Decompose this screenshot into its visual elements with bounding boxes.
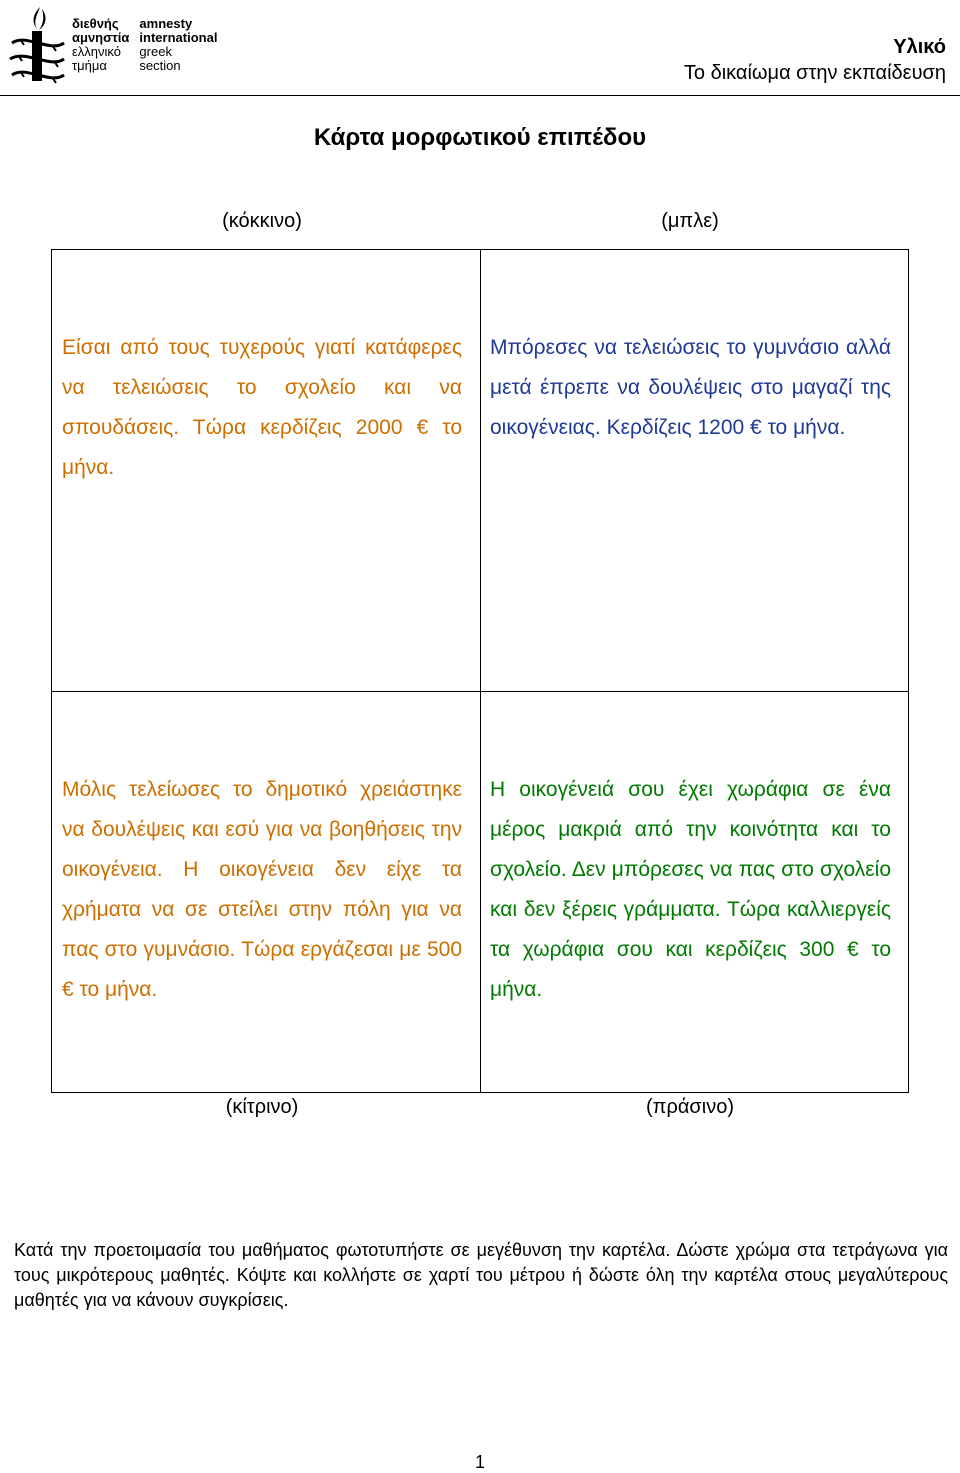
card-top-right-text: Μπόρεσες να τελειώσεις το γυμνάσιο αλλά μετά έπρεπε να δουλέψεις στο μαγαζί της οικογένειας. Κερδίζεις 1200 € το μήνα. xyxy=(490,336,891,439)
card-bottom-right-text: Η οικογένειά σου έχει χωράφια σε ένα μέρος μακριά από την κοινότητα και το σχολείο. Δεν μπόρεσες να πας στο σχολείο και δεν ξέρεις γράμματα. Τώρα καλλιεργείς τα χωράφια σου και κερδίζεις 300 € το μήνα. xyxy=(490,778,891,1001)
header-subtitle: Το δικαίωμα στην εκπαίδευση xyxy=(683,62,946,84)
amnesty-logo xyxy=(6,2,224,88)
logo-greek-text: διεθνής αμνηστία ελληνικό τμήμα xyxy=(72,16,130,73)
card-top-left xyxy=(52,250,481,692)
candle-barbed-wire-icon xyxy=(6,3,68,87)
page-number: 1 xyxy=(474,1452,485,1472)
page-title: Κάρτα μορφωτικού επιπέδου xyxy=(313,124,647,151)
header-label: Υλικό xyxy=(893,36,946,58)
color-label-red: (κόκκινο) xyxy=(222,210,302,232)
logo-english-text: amnesty international greek section xyxy=(139,16,218,73)
color-label-yellow: (κίτρινο) xyxy=(225,1096,299,1118)
card-bottom-left-text: Μόλις τελείωσες το δημοτικό χρειάστηκε να δουλέψεις και εσύ για να βοηθήσεις την οικογένεια. Η οικογένεια δεν είχε τα χρήματα να σε στείλει στην πόλη για να πας στο γυμνάσιο. Τώρα εργάζεσαι με 500 € το μήνα. xyxy=(62,778,462,1001)
card-bottom-left xyxy=(52,692,481,1092)
color-label-green: (πράσινο) xyxy=(646,1096,734,1118)
education-card-grid xyxy=(51,249,909,1093)
color-label-blue: (μπλε) xyxy=(661,210,719,232)
instructions-note: Κατά την προετοιμασία του μαθήματος φωτοτυπήστε σε μεγέθυνση την καρτέλα. Δώστε χρώμα στα τετράγωνα για τους μικρότερους μαθητές. Κόψτε και κολλήστε σε χαρτί του μέτρου ή δώστε όλη την καρτέλα στους μεγαλύτερους μαθητές για να κάνουν συγκρίσεις. xyxy=(14,1240,948,1310)
card-top-right xyxy=(481,250,909,692)
card-top-left-text: Είσαι από τους τυχερούς γιατί κατάφερες να τελειώσεις το σχολείο και να σπουδάσεις. Τώρα κερδίζεις 2000 € το μήνα. xyxy=(62,336,462,479)
page-header xyxy=(684,34,946,86)
header-divider xyxy=(0,95,960,96)
card-bottom-right xyxy=(481,692,909,1092)
